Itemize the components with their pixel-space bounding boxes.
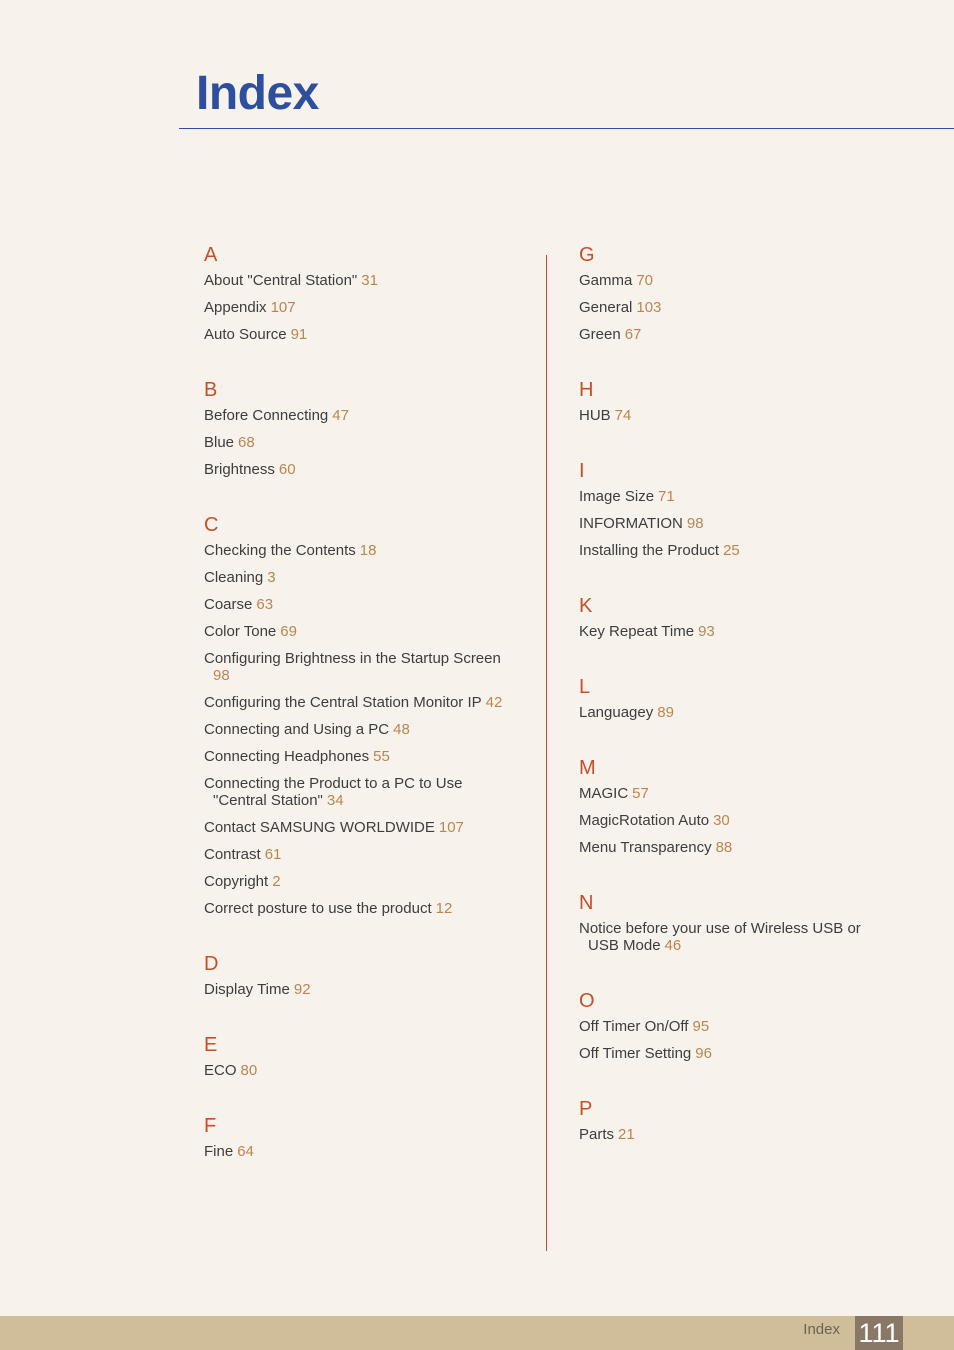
entry-text: Color Tone [204,623,277,640]
index-entry[interactable] [579,1126,899,1143]
entry-text: Brightness [204,461,275,478]
entry-text: INFORMATION [579,515,683,532]
entry-page-number[interactable]: 68 [238,434,255,451]
entry-page-number[interactable]: 48 [393,721,410,738]
column-divider [546,255,547,1251]
index-section-d [204,947,534,998]
entry-page-number[interactable]: 88 [715,839,733,856]
index-section-h [579,373,899,424]
index-section-e [204,1028,534,1079]
index-entry[interactable] [579,299,899,316]
entry-page-number[interactable]: 96 [695,1045,712,1062]
entry-page-number[interactable]: 46 [664,937,682,954]
index-entry[interactable] [579,542,899,559]
entry-page-number[interactable]: 71 [658,488,675,505]
section-letter: P [579,1098,593,1120]
index-entry[interactable] [204,694,534,711]
entry-text: Image Size [579,488,655,505]
entry-text: Installing the Product [579,542,720,559]
entry-text: Gamma [579,272,633,289]
index-entry[interactable] [204,900,534,917]
index-section-k [579,589,899,640]
entry-text-continued [579,937,899,954]
index-entry[interactable] [204,569,534,586]
section-letter: G [579,244,595,266]
entry-page-number[interactable]: 3 [267,569,276,586]
entry-text: MAGIC [579,785,629,802]
index-section-c [204,508,534,917]
index-section-g [579,238,899,343]
index-entry[interactable] [579,272,899,289]
entry-page-number[interactable]: 91 [290,326,308,343]
index-entry[interactable] [579,407,899,424]
entry-text: Off Timer On/Off [579,1018,689,1035]
index-entry[interactable] [579,785,899,802]
entry-page-number[interactable]: 103 [636,299,662,316]
entry-text: Configuring Brightness in the Startup Screen [204,650,501,667]
entry-page-number[interactable]: 74 [614,407,632,424]
page-number: 111 [855,1316,903,1350]
index-section-i [579,454,899,559]
index-entry[interactable] [579,812,899,829]
index-entry[interactable] [579,920,899,954]
entry-page-number[interactable]: 64 [237,1143,254,1160]
index-entry[interactable] [204,819,534,836]
index-entry[interactable] [204,596,534,613]
section-letter: E [204,1034,218,1056]
index-entry[interactable] [579,326,899,343]
index-entry[interactable] [579,515,899,532]
index-entry[interactable] [204,1143,534,1160]
entry-page-number[interactable]: 25 [723,542,740,559]
section-letter: N [579,892,594,914]
entry-page-number[interactable]: 34 [326,792,344,809]
entry-text-continued-label: USB Mode [588,937,661,954]
entry-page-number[interactable]: 55 [373,748,390,765]
section-letter: I [579,460,585,482]
entry-text: Before Connecting [204,407,329,424]
index-column-left [204,238,534,1190]
index-section-o [579,984,899,1062]
entry-page-number[interactable]: 30 [713,812,730,829]
section-letter: K [579,595,593,617]
section-letter: B [204,379,218,401]
section-letter: D [204,953,219,975]
index-entry[interactable] [579,488,899,505]
index-entry[interactable] [204,721,534,738]
index-entry[interactable] [204,775,534,809]
entry-text: Display Time [204,981,290,998]
title-divider [179,128,954,129]
entry-text: Auto Source [204,326,287,343]
index-section-b [204,373,534,478]
entry-text-continued [204,792,534,809]
entry-page-number[interactable]: 95 [692,1018,710,1035]
section-letter: H [579,379,594,401]
entry-page-number[interactable]: 31 [361,272,378,289]
index-section-m [579,751,899,856]
entry-text: Blue [204,434,235,451]
section-letter: O [579,990,595,1012]
entry-page-number[interactable]: 57 [632,785,649,802]
entry-text-continued-label: "Central Station" [213,792,323,809]
index-section-n [579,886,899,954]
entry-text: HUB [579,407,611,424]
index-entry[interactable] [579,704,899,721]
entry-text: Connecting and Using a PC [204,721,390,738]
index-entry[interactable] [204,542,534,559]
entry-text: MagicRotation Auto [579,812,710,829]
section-letter: A [204,244,218,266]
entry-page-number[interactable]: 89 [657,704,674,721]
entry-page-number[interactable]: 92 [293,981,311,998]
entry-text: Notice before your use of Wireless USB or [579,920,861,937]
entry-text: Coarse [204,596,253,613]
entry-text: Contrast [204,846,261,863]
index-entry[interactable] [204,873,534,890]
entry-text: Menu Transparency [579,839,712,856]
entry-text: Appendix [204,299,267,316]
entry-text: Off Timer Setting [579,1045,692,1062]
entry-page-number[interactable]: 47 [332,407,349,424]
index-entry[interactable] [204,846,534,863]
index-section-a [204,238,534,343]
entry-text: Connecting Headphones [204,748,370,765]
entry-text: Key Repeat Time [579,623,695,640]
footer-section-label: Index [803,1321,840,1338]
entry-page-number[interactable]: 98 [213,667,230,684]
entry-text: Contact SAMSUNG WORLDWIDE [204,819,435,836]
entry-page-number[interactable]: 63 [256,596,274,613]
index-entry[interactable] [579,839,899,856]
page-title: Index [196,67,319,120]
entry-page-number[interactable]: 61 [264,846,282,863]
entry-text: About "Central Station" [204,272,358,289]
index-column-right [579,238,899,1173]
entry-page-number[interactable]: 67 [624,326,642,343]
entry-page-number[interactable]: 80 [240,1062,258,1079]
section-letter: F [204,1115,217,1137]
index-entry[interactable] [579,623,899,640]
entry-text: Checking the Contents [204,542,356,559]
entry-text: ECO [204,1062,237,1079]
entry-page-number[interactable]: 107 [270,299,296,316]
entry-page-number[interactable]: 70 [636,272,654,289]
section-letter: L [579,676,591,698]
entry-page-number[interactable]: 60 [278,461,296,478]
index-entry[interactable] [204,623,534,640]
index-entry[interactable] [204,461,534,478]
index-entry[interactable] [204,981,534,998]
index-entry[interactable] [579,1045,899,1062]
index-entry[interactable] [204,272,534,289]
index-entry[interactable] [204,1062,534,1079]
entry-page-number[interactable]: 21 [618,1126,635,1143]
entry-page-number[interactable]: 93 [698,623,715,640]
index-entry[interactable] [204,326,534,343]
entry-text: General [579,299,633,316]
index-section-l [579,670,899,721]
entry-page-number[interactable]: 69 [280,623,297,640]
entry-page-number[interactable]: 98 [686,515,704,532]
entry-text: Correct posture to use the product [204,900,432,917]
index-section-p [579,1092,899,1143]
entry-page-number[interactable]: 2 [272,873,281,890]
section-letter: C [204,514,219,536]
index-entry[interactable] [204,407,534,424]
entry-page-number[interactable]: 12 [435,900,453,917]
entry-page-number[interactable]: 107 [438,819,464,836]
entry-text: Languagey [579,704,654,721]
entry-text-continued [204,667,534,684]
index-entry[interactable] [579,1018,899,1035]
entry-text: Parts [579,1126,615,1143]
index-entry[interactable] [204,650,534,684]
entry-text: Copyright [204,873,269,890]
index-section-f [204,1109,534,1160]
entry-page-number[interactable]: 18 [359,542,377,559]
entry-text: Fine [204,1143,234,1160]
index-entry[interactable] [204,434,534,451]
entry-text: Connecting the Product to a PC to Use [204,775,463,792]
entry-text: Configuring the Central Station Monitor IP [204,694,482,711]
index-entry[interactable] [204,748,534,765]
index-entry[interactable] [204,299,534,316]
entry-page-number[interactable]: 42 [485,694,503,711]
entry-text: Green [579,326,621,343]
entry-text: Cleaning [204,569,264,586]
section-letter: M [579,757,596,779]
